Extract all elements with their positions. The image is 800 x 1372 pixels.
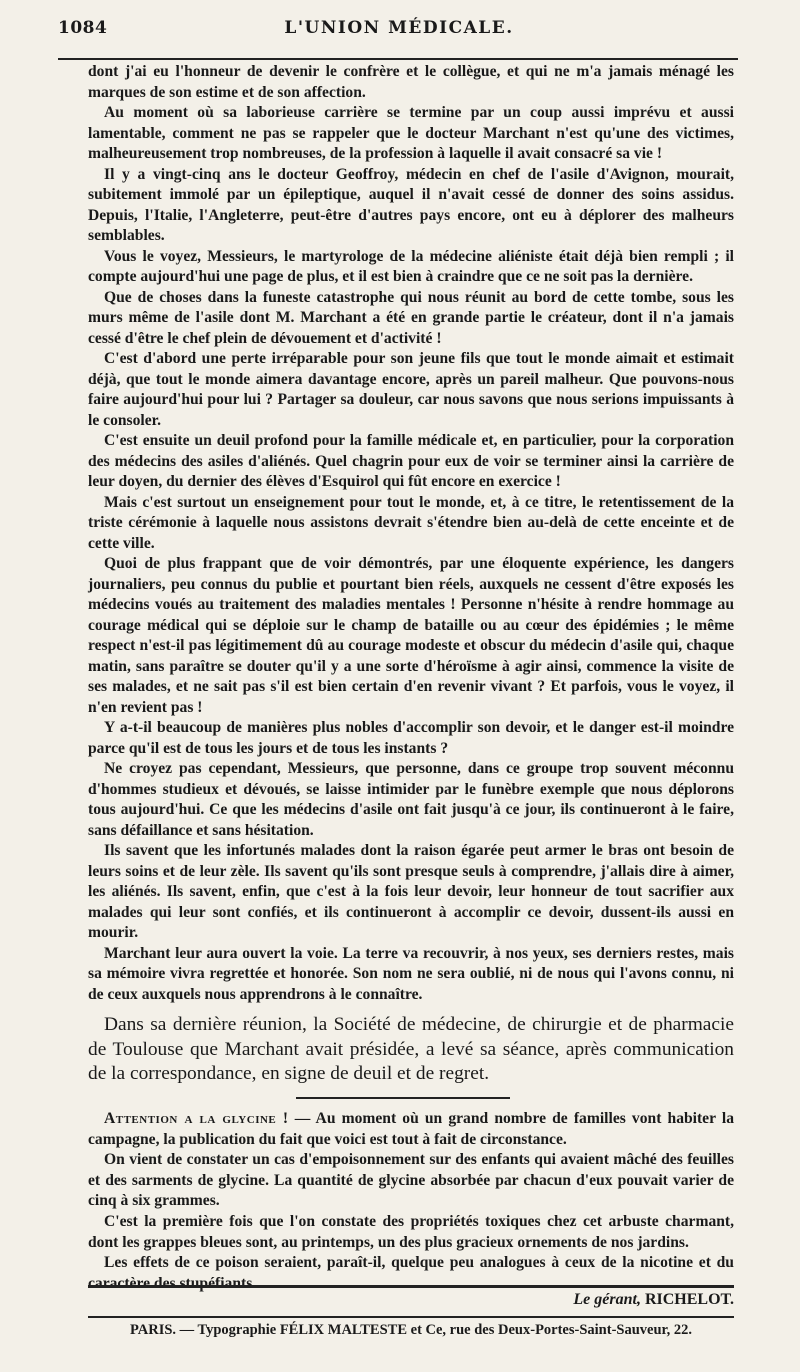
funeral-speech	[88, 62, 734, 1005]
speech-paragraph: Vous le voyez, Messieurs, le martyrologe de la médecine aliéniste était déjà bien rempli ; il compte aujourd'hui une page de plus, et il est bien à craindre que ce ne soit pas la dernière.	[88, 247, 734, 285]
speech-paragraph: C'est d'abord une perte irréparable pour son jeune fils que tout le monde aimait et estimait déjà, que tout le monde aimera davantage encore, après un pareil malheur. Que pouvons-nous faire aujourd'hui pour lui ? Partager sa douleur, car nous savons que nous serions impuissants à le consoler.	[88, 350, 734, 429]
speech-paragraph: Marchant leur aura ouvert la voie. La terre va recouvrir, à nos yeux, ses derniers restes, mais sa mémoire vivra regrettée et honorée. Son nom ne sera oublié, ni de nous qui l'avons connu, ni de ceux auxquels nous apprendrons à le connaître.	[88, 944, 734, 1003]
article-paragraph: On vient de constater un cas d'empoisonnement sur des enfants qui avaient mâché des feuilles et des sarments de glycine. La quantité de glycine absorbée par chacun d'eux pouvait varier de cinq à six grammes.	[88, 1151, 734, 1210]
speech-paragraph: Quoi de plus frappant que de voir démontrés, par une éloquente expérience, les dangers journaliers, peu connus du publie et pourtant bien réels, auxquels ne cessent d'être exposés les médecins voués au traitement des maladies mentales ! Personne n'hésite à rendre hommage au courage médical qui se déploie sur le champ de bataille ou au cœur des épidémies ; le même respect n'est-il pas légitimement dû au courage modeste et obscur du médecin d'asile qui, chaque matin, sans paraître se douter qu'il y a une sorte d'héroïsme à agir ainsi, commence la visite de ses malades, et ne sait pas s'il est bien certain d'en revenir vivant ? Et parfois, vous le voyez, il n'en revient pas !	[88, 555, 734, 716]
article-lead: — Au moment où un grand nombre de familles vont habiter la campagne, la publication du fait que voici est tout à fait de circonstance.	[88, 1110, 734, 1148]
article-paragraph: C'est la première fois que l'on constate des propriétés toxiques chez cet arbuste charmant, dont les grappes bleues sont, au printemps, un des plus gracieux ornements de nos jardins.	[88, 1212, 734, 1251]
notice-text: Dans sa dernière réunion, la Société de médecine, de chirurgie et de pharmacie de Toulouse que Marchant avait présidée, a levé sa séance, après communication de la correspondance, en signe de deuil et de regret.	[88, 1014, 734, 1084]
footer-rule	[88, 1285, 734, 1288]
speech-paragraph: Mais c'est surtout un enseignement pour tout le monde, et, à ce titre, le retentissement de la triste cérémonie à laquelle nous assistons devrait s'étendre bien au-delà de cette enceinte et de cette ville.	[88, 493, 734, 552]
article-title: Attention a la glycine !	[104, 1110, 289, 1127]
speech-paragraph: dont j'ai eu l'honneur de devenir le confrère et le collègue, et qui ne m'a jamais ménagé les marques de son estime et de son affection.	[88, 63, 734, 101]
society-notice	[88, 1013, 734, 1087]
running-title: L'UNION MÉDICALE.	[284, 18, 514, 38]
speech-paragraph: Ne croyez pas cependant, Messieurs, que personne, dans ce groupe trop souvent méconnu d'hommes studieux et dévoués, se laisse intimider par le funèbre exemple que nous déplorons tous aujourd'hui. Ce que les médecins d'asile ont fait jusqu'à ce jour, ils continueront à le faire, sans défaillance et sans hésitation.	[88, 760, 734, 839]
article-paragraph: Les effets de ce poison seraient, paraît-il, quelque peu analogues à ceux de la nicotine et du caractère des stupéfiants.	[88, 1254, 734, 1292]
signature	[573, 1291, 734, 1309]
signature-role: Le gérant,	[573, 1291, 641, 1308]
speech-paragraph: Ils savent que les infortunés malades dont la raison égarée peut armer le bras ont besoin de leurs soins et de leur zèle. Ils savent qu'ils sont presque seuls à comprendre, j'allais dire à aimer, les aliénés. Ils savent, enfin, que c'est à la fois leur devoir, leur honneur de tout sacrifier aux malades qui leur sont confiés, et ils continueront à accomplir ce devoir, dussent-ils aussi en mourir.	[88, 842, 734, 941]
article-lead-paragraph	[88, 1109, 734, 1150]
imprint-rule	[88, 1316, 734, 1318]
speech-paragraph: Il y a vingt-cinq ans le docteur Geoffroy, médecin en chef de l'asile d'Avignon, mourait, subitement immolé par un épileptique, auquel il n'avait cessé de donner des soins assidus. Depuis, l'Italie, l'Angleterre, peut-être d'autres pays encore, ont eu à déplorer des malheurs semblables.	[88, 165, 734, 244]
page-header	[58, 18, 740, 48]
speech-paragraph: Que de choses dans la funeste catastrophe qui nous réunit au bord de cette tombe, sous les murs même de l'asile dont M. Marchant a été en grande partie le créateur, dont il n'a jamais cessé d'être le chef plein de dévouement et d'activité !	[88, 288, 734, 347]
printer-imprint: PARIS. — Typographie FÉLIX MALTESTE et Ce, rue des Deux-Portes-Saint-Sauveur, 22.	[129, 1322, 693, 1338]
page-number: 1084	[58, 18, 108, 38]
section-divider	[296, 1097, 510, 1099]
speech-paragraph: Au moment où sa laborieuse carrière se termine par un coup aussi imprévu et aussi lamentable, comment ne pas se rappeler que le docteur Marchant n'est qu'une des victimes, malheureusement trop nombreuses, de la profession à laquelle il avait consacré sa vie !	[88, 104, 734, 162]
speech-paragraph: C'est ensuite un deuil profond pour la famille médicale et, en particulier, pour la corporation des médecins des asiles d'aliénés. Quel chagrin pour eux de voir se terminer ainsi la carrière de leur doyen, du dernier des élèves d'Esquirol qui fût encore en exercice !	[88, 432, 734, 490]
glycine-article	[88, 1109, 734, 1294]
signature-name: RICHELOT.	[644, 1291, 734, 1308]
header-rule	[58, 58, 738, 60]
speech-paragraph: Y a-t-il beaucoup de manières plus nobles d'accomplir son devoir, et le danger est-il moindre parce qu'il est de tous les jours et de tous les instants ?	[88, 719, 734, 757]
